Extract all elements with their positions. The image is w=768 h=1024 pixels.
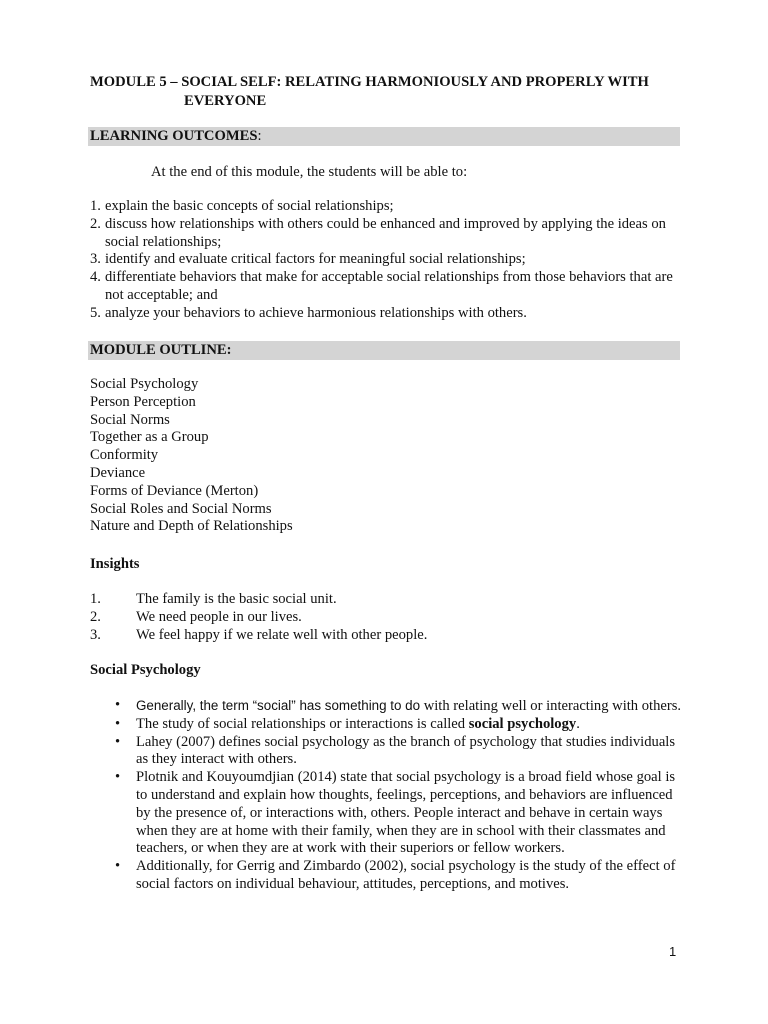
bullet-icon: •: [115, 697, 121, 713]
list-item: 2. discuss how relationships with others could be enhanced and improved by applying the ideas on social relationships;: [90, 215, 666, 250]
list-item: 1. explain the basic concepts of social relationships;: [90, 198, 394, 214]
list-item: • Additionally, for Gerrig and Zimbardo (2002), social psychology is the study of the effect of social factors on individual behaviour, attitudes, perceptions, and motives.: [115, 858, 676, 892]
social-psychology-list: [115, 697, 685, 894]
bullet-icon: •: [115, 733, 121, 750]
list-item: Forms of Deviance (Merton): [90, 482, 259, 499]
module-outline-list: [90, 376, 293, 536]
social-psychology-heading: Social Psychology: [90, 662, 201, 678]
insights-list: [90, 590, 427, 644]
list-item: 2. We need people in our lives.: [90, 609, 302, 625]
module-title-line2: EVERYONE: [184, 93, 267, 109]
learning-outcomes-intro: At the end of this module, the students will be able to:: [151, 164, 468, 180]
list-item: Social Roles and Social Norms: [90, 500, 272, 517]
insights-heading: Insights: [90, 556, 140, 572]
list-item: Person Perception: [90, 393, 196, 410]
list-item: 3. We feel happy if we relate well with other people.: [90, 627, 428, 643]
learning-outcomes-heading: LEARNING OUTCOMES:: [88, 127, 680, 146]
bullet-icon: •: [115, 769, 121, 786]
list-item: • Lahey (2007) defines social psychology as the branch of psychology that studies individuals as they interact with others.: [115, 733, 676, 768]
list-item: Social Norms: [90, 411, 170, 428]
list-item: • The study of social relationships or interactions is called social psychology.: [115, 715, 580, 732]
list-item: 3. identify and evaluate critical factors for meaningful social relationships;: [90, 251, 526, 268]
list-item: Nature and Depth of Relationships: [90, 518, 293, 535]
list-item: Conformity: [90, 447, 159, 464]
module-title: [90, 73, 690, 111]
page-number: 1: [669, 944, 677, 959]
module-title-line1: MODULE 5 – SOCIAL SELF: RELATING HARMONIOUSLY AND PROPERLY WITH: [90, 74, 649, 90]
list-item: Social Psychology: [90, 376, 199, 392]
learning-outcomes-list: [90, 198, 680, 323]
module-outline-heading: MODULE OUTLINE:: [88, 341, 680, 360]
bullet-icon: •: [115, 858, 121, 875]
list-item: Together as a Group: [90, 429, 209, 446]
list-item: • Generally, the term “social” has something to do with relating well or interacting with others.: [115, 697, 682, 714]
list-item: 1. The family is the basic social unit.: [90, 591, 337, 607]
list-item: 4. differentiate behaviors that make for acceptable social relationships from those behaviors that are not acceptable; and: [90, 269, 673, 303]
list-item: 5. analyze your behaviors to achieve harmonious relationships with others.: [90, 304, 527, 321]
bullet-icon: •: [115, 715, 121, 732]
list-item: • Plotnik and Kouyoumdjian (2014) state that social psychology is a broad field whose goal is to understand and explain how thoughts, feelings, perceptions, and behaviors are influenced by the presence of, or interactions with, others. People interact and behave in certain ways when they are at home with their family, when they are in school with their classmates and teachers, or when they are at work with their superiors or fellow workers.: [115, 769, 676, 857]
list-item: Deviance: [90, 464, 146, 481]
